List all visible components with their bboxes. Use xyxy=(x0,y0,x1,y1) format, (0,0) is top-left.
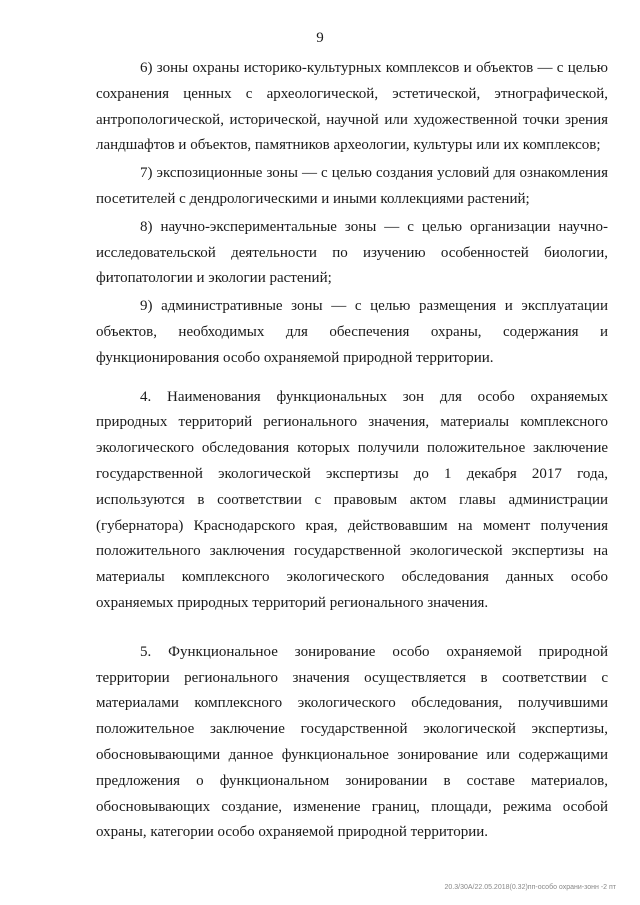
document-body xyxy=(96,56,608,846)
paragraph-item-9: 9) административные зоны — с целью размещения и эксплуатации объектов, необходимых для обеспечения охраны, содержания и функционирования особо охраняемой природной территории. xyxy=(96,298,608,366)
page-number: 9 xyxy=(316,30,324,46)
paragraph-section-4: 4. Наименования функциональных зон для особо охраняемых природных территорий регионального значения, материалы комплексного экологического обследования которых получили положительное заключение государственной экологической экспертизы до 1 декабря 2017 года, используются в соответствии с правовым актом главы администрации (губернатора) Краснодарского края, действовавшим на момент получения положительного заключения государственной экологической экспертизы на материалы комплексного экологического обследования данных особо охраняемых природных территорий регионального значения. xyxy=(96,388,608,611)
paragraph-item-6: 6) зоны охраны историко-культурных комплексов и объектов — с целью сохранения ценных с археологической, эстетической, этнографической, антропологической, исторической, научной или художественной точки зрения ландшафтов и объектов, памятников археологии, культуры или их комплексов; xyxy=(96,60,608,154)
paragraph-item-8: 8) научно-экспериментальные зоны — с целью организации научно-исследовательской деятельности по изучению особенностей биологии, фитопатологии и экологии растений; xyxy=(96,218,608,287)
paragraph-section-5: 5. Функциональное зонирование особо охраняемой природной территории регионального значения осуществляется в соответствии с материалами комплексного экологического обследования, получившими положительное заключение государственной экологической экспертизы, обосновывающими данное функциональное зонирование или содержащими предложения о функциональном зонировании в составе материалов, обосновывающих создание, изменение границ, площади, режима особой охраны, категории особо охраняемой природной территории. xyxy=(96,643,608,841)
paragraph-item-7: 7) экспозиционные зоны — с целью создания условий для ознакомления посетителей с дендрологическими и иными коллекциями растений; xyxy=(96,165,608,207)
document-footer-code: 20.3/30А/22.05.2018(0.32)пп-особо охрани-зонн -2 пт xyxy=(444,884,616,891)
